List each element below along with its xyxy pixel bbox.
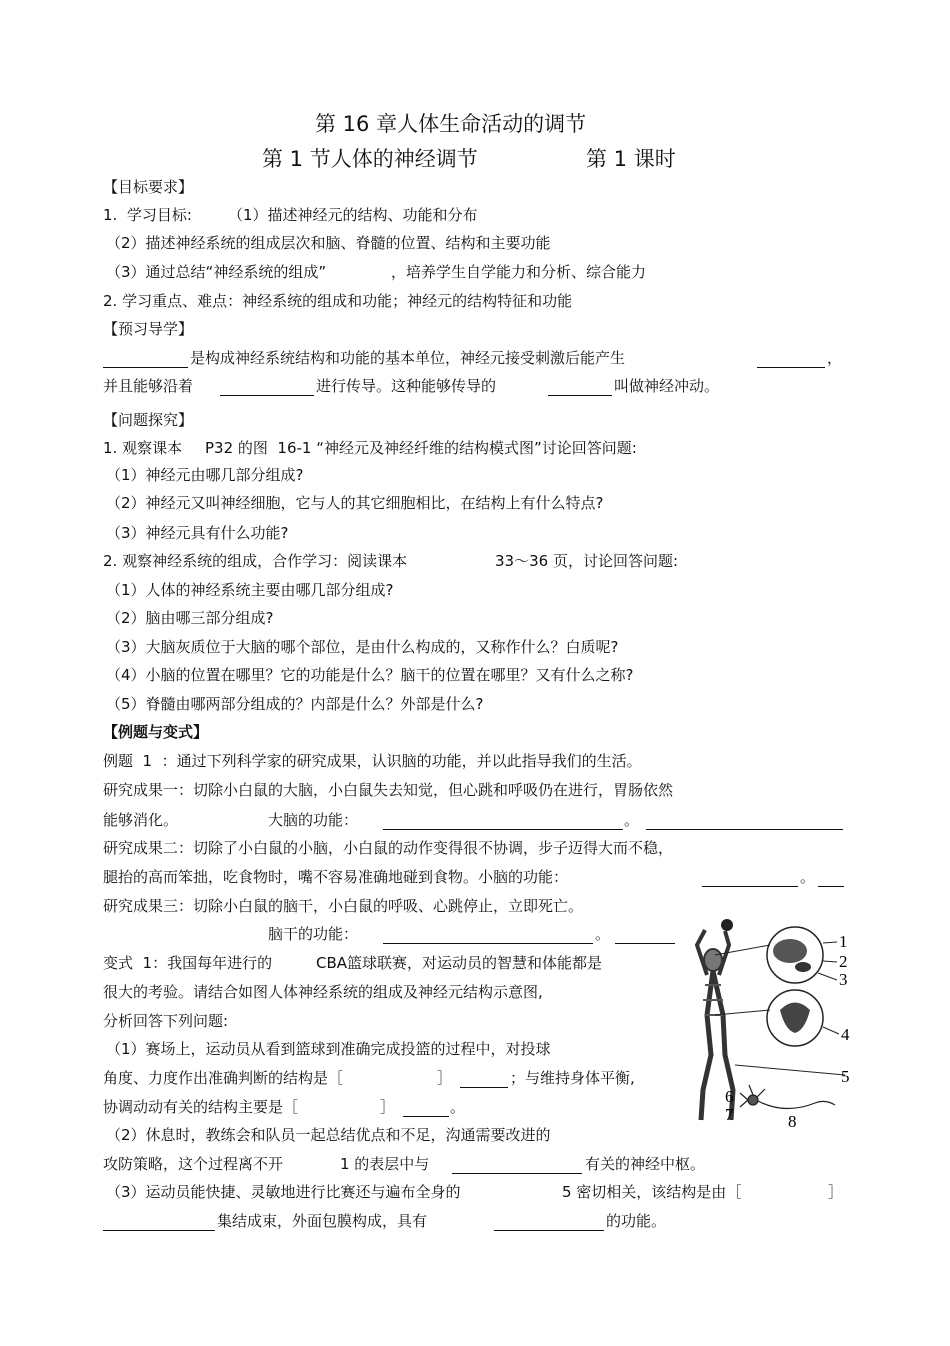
explore-q2-1: （1）人体的神经系统主要由哪几部分组成?	[106, 581, 394, 599]
explore-q2a: 2. 观察神经系统的组成，合作学习：阅读课本	[103, 552, 408, 570]
balance-structure-blank[interactable]	[403, 1100, 449, 1117]
goals-line-3a: （3）通过总结“神经系统的组成”	[106, 263, 327, 281]
variant-3: 分析回答下列问题:	[103, 1012, 229, 1030]
preview-blank-3[interactable]	[220, 379, 314, 396]
part-3d: 集结成束，外面包膜构成，具有	[217, 1212, 428, 1230]
nervous-system-figure	[685, 915, 860, 1135]
figure-label-3: 3	[839, 970, 848, 989]
explore-heading: 【问题探究】	[103, 411, 194, 429]
goals-heading: 【目标要求】	[103, 178, 194, 196]
preview-blank-2[interactable]	[757, 351, 825, 368]
period-3: 。	[595, 925, 611, 943]
spinal-cord-icon	[780, 1003, 810, 1034]
result-2a: 研究成果二：切除了小白鼠的小脑，小白鼠的动作变得很不协调，步子迈得大而不稳，	[103, 839, 674, 857]
part-3b: 5 密切相关，该结构是由［	[562, 1183, 742, 1201]
part-2d: 有关的神经中枢。	[585, 1155, 706, 1173]
neuron-icon	[740, 1085, 835, 1109]
goals-line-3b: ，培养学生自学能力和分析、综合能力	[391, 263, 647, 281]
nerve-fiber-blank[interactable]	[103, 1214, 215, 1231]
result-2b: 腿抬的高而笨拙，吃食物时，嘴不容易准确地碰到食物。小脑的功能：	[103, 868, 569, 886]
part-1d: ；与维持身体平衡,	[510, 1069, 635, 1087]
preview-heading: 【预习导学】	[103, 320, 194, 338]
figure-label-2: 2	[839, 952, 848, 971]
explore-q2-4: （4）小脑的位置在哪里？它的功能是什么？脑干的位置在哪里？又有什么之称?	[106, 666, 634, 684]
basketball-icon	[721, 919, 733, 931]
part-1a: （1）赛场上，运动员从看到篮球到准确完成投篮的过程中，对投球	[106, 1040, 551, 1058]
judgment-structure-blank[interactable]	[460, 1071, 508, 1088]
explore-q2-2: （2）脑由哪三部分组成?	[106, 609, 274, 627]
goals-line-4: 2. 学习重点、难点：神经系统的组成和功能；神经元的结构特征和功能	[103, 292, 573, 310]
variant-2: 很大的考验。请结合如图人体神经系统的组成及神经元结构示意图,	[103, 983, 543, 1001]
figure-label-4: 4	[841, 1025, 850, 1044]
period-2: 。	[800, 868, 816, 886]
explore-q1-3: （3）神经元具有什么功能?	[106, 524, 289, 542]
part-1b: 角度、力度作出准确判断的结构是［	[103, 1069, 344, 1087]
cerebellum-function-blank[interactable]	[702, 870, 798, 887]
brain-icon	[773, 939, 807, 963]
explore-q1b: P32 的图 16-1 “神经元及神经纤维的结构模式图”讨论回答问题:	[205, 439, 637, 457]
figure-label-5: 5	[841, 1067, 850, 1086]
part-3a: （3）运动员能快捷、灵敏地进行比赛还与遍布全身的	[106, 1183, 461, 1201]
goals-line-1a: 1. 学习目标:	[103, 206, 192, 224]
explore-q2-3: （3）大脑灰质位于大脑的哪个部位，是由什么构成的，又称作什么？白质呢?	[106, 638, 619, 656]
figure-label-7: 7	[725, 1105, 734, 1124]
preview-line-2c: 叫做神经冲动。	[614, 377, 720, 395]
preview-line-2a: 并且能够沿着	[103, 377, 194, 395]
cerebrum-function-blank[interactable]	[383, 813, 623, 830]
period-4: 。	[450, 1098, 466, 1116]
variant-1a: 变式 1：我国每年进行的	[103, 954, 273, 972]
part-3c: ］	[828, 1183, 844, 1201]
cerebrum-extra-blank[interactable]	[646, 813, 843, 830]
result-3b: 脑干的功能：	[268, 925, 359, 943]
nerve-function-blank[interactable]	[494, 1214, 604, 1231]
brainstem-extra-blank[interactable]	[615, 927, 675, 944]
variant-1b: CBA篮球联赛，对运动员的智慧和体能都是	[316, 954, 603, 972]
explore-q1a: 1. 观察课本	[103, 439, 183, 457]
goals-line-1b: （1）描述神经元的结构、功能和分布	[228, 206, 478, 224]
part-1c: ］	[437, 1069, 453, 1087]
preview-line-1a: 是构成神经系统结构和功能的基本单位，神经元接受刺激后能产生	[190, 349, 626, 367]
preview-blank-4[interactable]	[548, 379, 612, 396]
brain-connector	[715, 945, 770, 955]
period-1: 。	[624, 811, 640, 829]
section-title: 第 1 节人体的神经调节	[262, 147, 478, 171]
part-1e: 协调动动有关的结构主要是［	[103, 1098, 299, 1116]
preview-line-2b: 进行传导。这种能够传导的	[316, 377, 497, 395]
nerve-connector	[735, 1065, 845, 1075]
explore-q1-1: （1）神经元由哪几部分组成?	[106, 466, 304, 484]
nerve-center-blank[interactable]	[452, 1157, 582, 1174]
goals-line-2: （2）描述神经系统的组成层次和脑、脊髓的位置、结构和主要功能	[106, 234, 551, 252]
part-3e: 的功能。	[606, 1212, 667, 1230]
preview-line-1b: ，	[827, 349, 843, 367]
explore-q1-2: （2）神经元又叫神经细胞，它与人的其它细胞相比，在结构上有什么特点?	[106, 494, 604, 512]
part-1f: ］	[380, 1098, 396, 1116]
example-1: 例题 1 ：通过下列科学家的研究成果，认识脑的功能，并以此指导我们的生活。	[103, 752, 642, 770]
examples-heading: 【例题与变式】	[103, 723, 209, 741]
cerebellum-extra-blank[interactable]	[818, 870, 844, 887]
result-1c: 大脑的功能：	[268, 811, 359, 829]
part-2a: （2）休息时，教练会和队员一起总结优点和不足，沟通需要改进的	[106, 1126, 551, 1144]
chapter-title: 第 16 章人体生命活动的调节	[315, 112, 587, 136]
brainstem-function-blank[interactable]	[383, 927, 593, 944]
part-2b: 攻防策略，这个过程离不开	[103, 1155, 284, 1173]
figure-label-8: 8	[788, 1112, 797, 1131]
preview-blank-1[interactable]	[103, 351, 188, 368]
part-2c: 1 的表层中与	[340, 1155, 430, 1173]
result-3a: 研究成果三：切除小白鼠的脑干，小白鼠的呼吸、心跳停止，立即死亡。	[103, 897, 584, 915]
explore-q2-5: （5）脊髓由哪两部分组成的？内部是什么？外部是什么?	[106, 695, 484, 713]
lesson-title: 第 1 课时	[586, 147, 676, 171]
result-1a: 研究成果一：切除小白鼠的大脑，小白鼠失去知觉，但心跳和呼吸仍在进行，胃肠依然	[103, 781, 674, 799]
explore-q2b: 33～36 页，讨论回答问题:	[495, 552, 678, 570]
figure-label-6: 6	[725, 1087, 734, 1106]
result-1b: 能够消化。	[103, 811, 179, 829]
figure-label-1: 1	[839, 932, 848, 951]
